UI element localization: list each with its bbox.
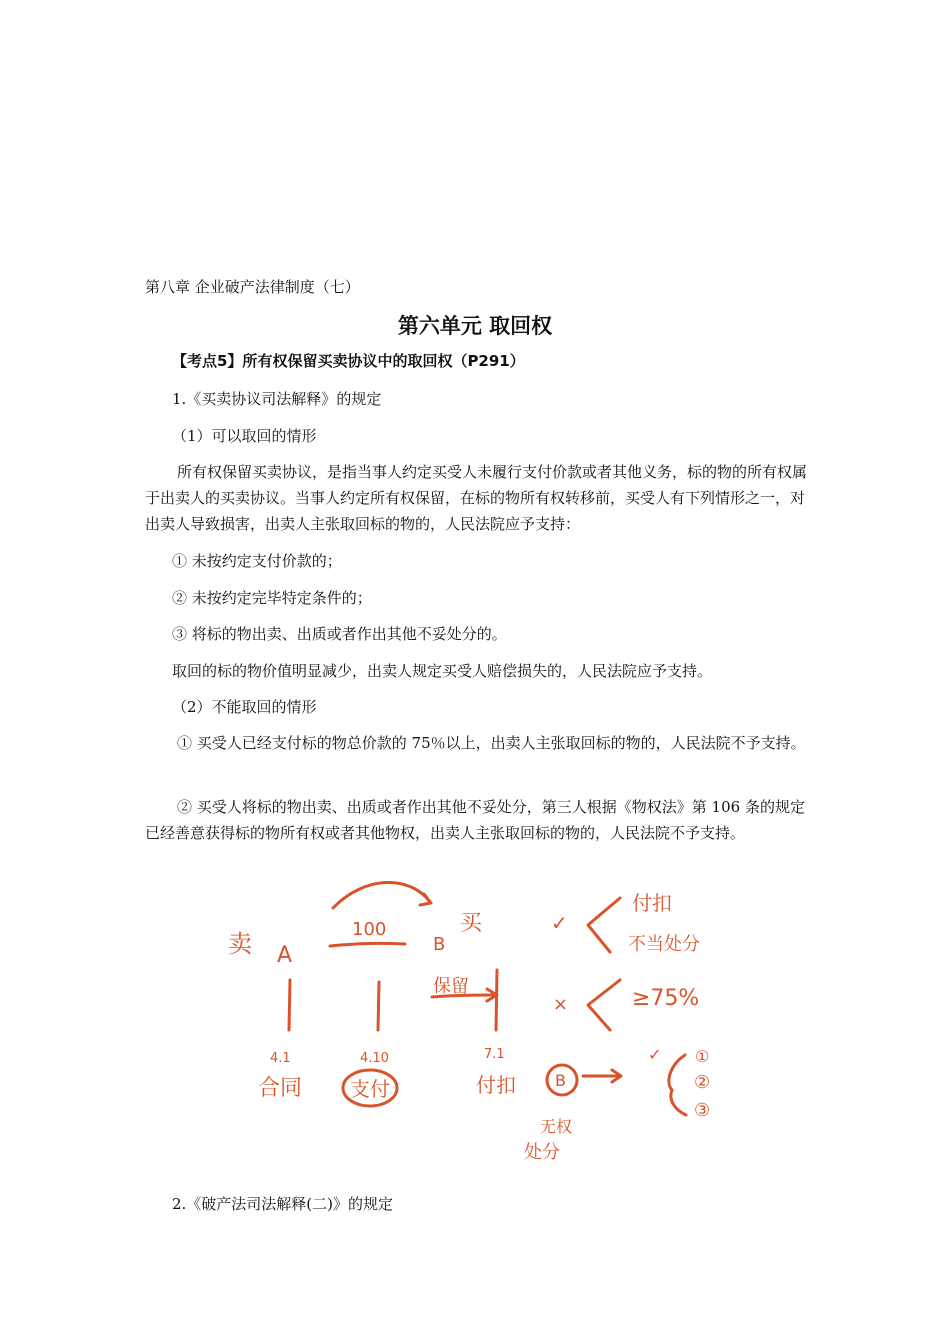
subsection-2-item-1: ① 买受人已经支付标的物总价款的 75％以上，出卖人主张取回标的物的，人民法院不予支持。 (177, 734, 806, 752)
check-mark-1: ✓ (551, 911, 568, 935)
buyer-label: 买 (460, 911, 483, 936)
circled-number-1: ① (695, 1047, 710, 1066)
chapter-heading: 第八章 企业破产法律制度（七） (145, 278, 360, 296)
date-7-1-label: 7.1 (484, 1047, 505, 1062)
improper-disposal-label: 不当处分 (628, 934, 700, 955)
circled-number-3: ③ (694, 1100, 711, 1121)
seller-label: 卖 (228, 930, 252, 958)
amount-underline (330, 943, 405, 946)
date-4-10-label: 4.10 (360, 1051, 389, 1066)
transfer-arc (333, 882, 430, 908)
bracket-bottom-upper (669, 1055, 685, 1090)
subsection-1-note: 取回的标的物价值明显减少，出卖人规定买受人赔偿损失的，人民法院应予支持。 (172, 662, 713, 680)
amount-label: 100 (352, 919, 387, 940)
bracket-middle (588, 980, 620, 1030)
check-mark-2: ✓ (648, 1045, 662, 1064)
timeline-line-3 (496, 970, 497, 1030)
list-item-3: ③ 将标的物出卖、出质或者作出其他不妥处分的。 (172, 625, 507, 643)
pay-label: 付扣 (632, 891, 672, 915)
circled-number-2: ② (694, 1072, 711, 1093)
section-2-title: 2.《破产法司法解释(二)》的规定 (172, 1195, 394, 1213)
subsection-2-item-2: ② 买受人将标的物出卖、出质或者作出其他不妥处分，第三人根据《物权法》第 106 条的规定已经善意获得标的物所有权或者其他物权，出卖人主张取回标的物的，人民法院不予支持。 (145, 798, 805, 842)
contract-label: 合同 (258, 1076, 303, 1101)
party-b-label: B (433, 934, 446, 955)
list-item-1: ① 未按约定支付价款的； (172, 552, 342, 570)
unit-title: 第六单元 取回权 (397, 314, 553, 338)
subsection-1-title: （1）可以取回的情形 (172, 427, 317, 445)
buyer-b-circle-label: B (555, 1071, 566, 1090)
section-1-title: 1.《买卖协议司法解释》的规定 (172, 390, 382, 408)
bracket-bottom-lower (671, 1090, 686, 1115)
timeline-line-2 (378, 982, 379, 1030)
transfer-arc-arrowhead (420, 894, 431, 905)
no-right-label: 无权 (540, 1117, 573, 1136)
timeline-line-1 (289, 980, 290, 1030)
list-item-2: ② 未按约定完毕特定条件的； (172, 589, 372, 607)
threshold-75-label: ≥75% (632, 986, 700, 1011)
exam-point-heading: 【考点5】所有权保留买卖协议中的取回权（P291） (172, 352, 525, 370)
pay-label-2: 付扣 (476, 1073, 516, 1097)
subsection-1-paragraph: 所有权保留买卖协议，是指当事人约定买受人未履行支付价款或者其他义务，标的物的所有权属于出卖人的买卖协议。当事人约定所有权保留，在标的物所有权转移前，买受人有下列情形之一，对出卖人导致损害，出卖人主张取回标的物的，人民法院应予支持： (145, 463, 808, 533)
subsection-2-title: （2）不能取回的情形 (172, 698, 317, 716)
cross-mark: × (553, 994, 569, 1015)
date-4-1-label: 4.1 (270, 1051, 291, 1066)
payment-label: 支付 (350, 1077, 390, 1101)
party-a-label: A (277, 943, 293, 968)
bracket-top (588, 898, 620, 952)
retain-label: 保留 (433, 976, 469, 997)
dispose-label: 处分 (524, 1142, 560, 1163)
handwritten-diagram (0, 870, 950, 1170)
